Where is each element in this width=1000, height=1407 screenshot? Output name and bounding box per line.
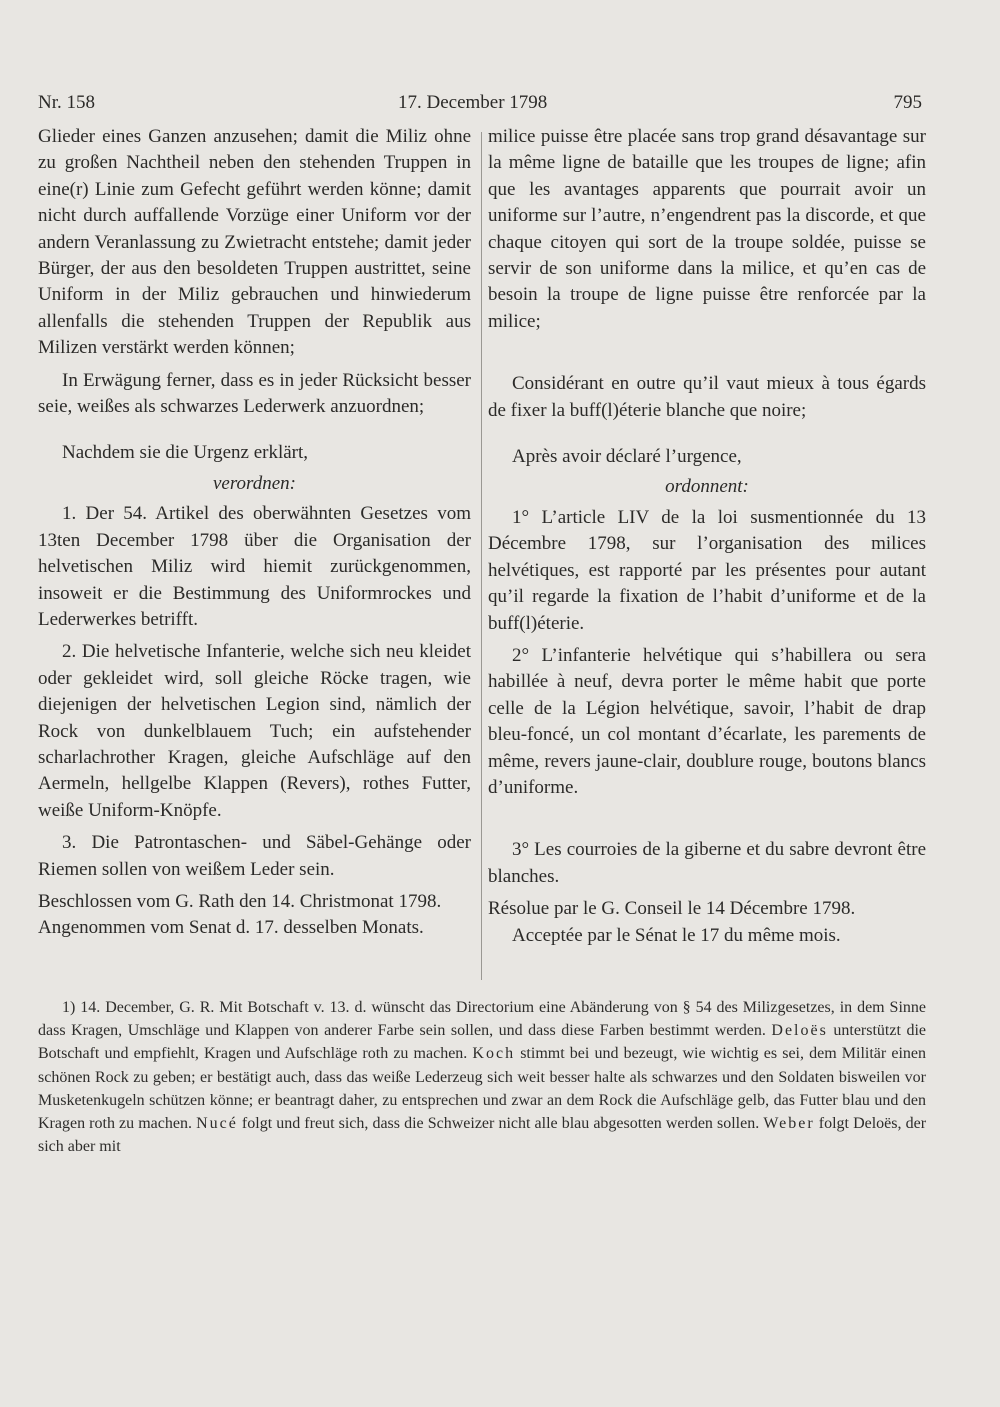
footnote-part-e: folgt Deloës, der sich aber mit [38, 1115, 927, 1156]
footnote-part-b: unterstützt die Botschaft und empfiehlt, Kragen und Aufschläge roth zu machen. [38, 1022, 927, 1063]
footnote [38, 996, 926, 1158]
footnote-speaker-2: Koch [472, 1045, 516, 1063]
french-accepted-line: Acceptée par le Sénat le 17 du même mois. [512, 924, 841, 946]
header-date: 17. December 1798 [398, 92, 548, 113]
footnote-part-c: stimmt bei und bezeugt, wie wichtig es sei, dem Militär einen schönen Rock zu geben; er bestätigt auch, dass das weiße Lederzeug sich weit besser halte als schwarzes und den Soldaten bisweilen vor Musketenkugeln schützen könne; er beantragt daher, zu entsprechen und zwar an dem Rock die Aufschläge gelb, das Futter blau und den Kragen roth zu machen. [38, 1045, 927, 1133]
page-header [38, 92, 922, 120]
page-number: 795 [893, 92, 922, 113]
german-article-2: 2. Die helvetische Infanterie, welche sich neu kleidet oder gekleidet wird, soll gleiche Röcke tragen, wie diejenigen der helvetischen Legion sind, nämlich der Rock von dunkelblauem Tuch; ein aufstehender scharlachrother Kragen, gleiche Aufschläge auf den Aermeln, hellgelbe Klappen (Revers), rothes Futter, weiße Uniform-Knöpfe. [38, 641, 471, 821]
french-article-2: 2° L’infanterie helvétique qui s’habillera ou sera habillée à neuf, devra porter le même habit que porte celle de la Légion helvétique, savoir, l’habit de drap bleu-foncé, un col montant d’écarlate, les parements de même, revers jaune-clair, doublure rouge, boutons blancs d’uniforme. [488, 644, 926, 798]
footnote-text [38, 996, 926, 1158]
german-article-1: 1. Der 54. Artikel des oberwähnten Gesetzes vom 13ten December 1798 über die Organisation der helvetischen Miliz wird hiemit zurückgenommen, insoweit er die Bestimmung des Uniformrockes und Lederwerkes betrifft. [38, 503, 471, 630]
german-accepted-line: Angenommen vom Senat d. 17. desselben Monats. [38, 917, 424, 939]
document-number: Nr. 158 [38, 92, 95, 113]
footnote-speaker-1: Deloës [771, 1022, 828, 1040]
german-heading-verordnen: verordnen: [212, 472, 296, 494]
french-resolved-line: Résolue par le G. Conseil le 14 Décembre 1798. [488, 898, 856, 920]
german-paragraph-2: In Erwägung ferner, dass es in jeder Rücksicht besser seie, weißes als schwarzes Lederwerk anzuordnen; [38, 369, 471, 418]
french-paragraph-2: Considérant en outre qu’il vaut mieux à tous égards de fixer la buff(l)éterie blanche que noire; [488, 373, 926, 421]
column-divider [481, 132, 482, 980]
french-paragraph-3: Après avoir déclaré l’urgence, [512, 446, 742, 468]
french-paragraph-1: milice puisse être placée sans trop grand désavantage sur la même ligne de bataille que les troupes de ligne; afin que les avantages apparents que pourrait avoir un uniforme sur l’autre, n’engendrent pas la discorde, et que chaque citoyen qui sort de la troupe soldée, puisse se servir de son uniforme dans la milice, et qu’en cas de besoin la troupe de ligne puisse être renforcée par la milice; [488, 126, 926, 332]
footnote-speaker-3: Nucé [196, 1115, 238, 1133]
german-paragraph-1: Glieder eines Ganzen anzusehen; damit die Miliz ohne zu großen Nachtheil neben den stehenden Truppen in eine(r) Linie zum Gefecht geführt werden könne; damit nicht durch auffallende Vorzüge einer Uniform vor der andern Veranlassung zu Zwietracht entstehe; damit jeder Bürger, der aus den besoldeten Truppen austrittet, seine Uniform in der Miliz gebrauchen und hinwiederum allenfalls die stehenden Truppen der Republik aus Milizen verstärkt werden können; [38, 126, 471, 359]
french-column [488, 124, 926, 949]
footnote-speaker-4: Weber [763, 1115, 815, 1133]
german-paragraph-3: Nachdem sie die Urgenz erklärt, [62, 442, 309, 464]
french-article-1: 1° L’article LIV de la loi susmentionnée du 13 Décembre 1798, sur l’organisation des milices helvétiques, est rapporté par les présentes pour autant qu’il regarde la fixation de l’habit d’uniforme et de la buff(l)éterie. [488, 506, 926, 634]
german-column [38, 124, 471, 942]
french-article-3: 3° Les courroies de la giberne et du sabre devront être blanches. [488, 839, 926, 887]
german-article-3: 3. Die Patrontaschen- und Säbel-Gehänge oder Riemen sollen von weißem Leder sein. [38, 832, 471, 880]
german-resolved-line: Beschlossen vom G. Rath den 14. Christmonat 1798. [38, 890, 442, 912]
footnote-part-a: 1) 14. December, G. R. Mit Botschaft v. 13. d. wünscht das Directorium eine Abänderung von § 54 des Milizgesetzes, in dem Sinne dass Kragen, Umschläge und Klappen von anderer Farbe sein sollen, und dass diese Farben bestimmt werden. [38, 999, 926, 1040]
footnote-part-d: folgt und freut sich, dass die Schweizer nicht alle blau abgesotten werden sollen. [241, 1115, 760, 1133]
french-heading-ordonnent: ordonnent: [665, 476, 749, 498]
